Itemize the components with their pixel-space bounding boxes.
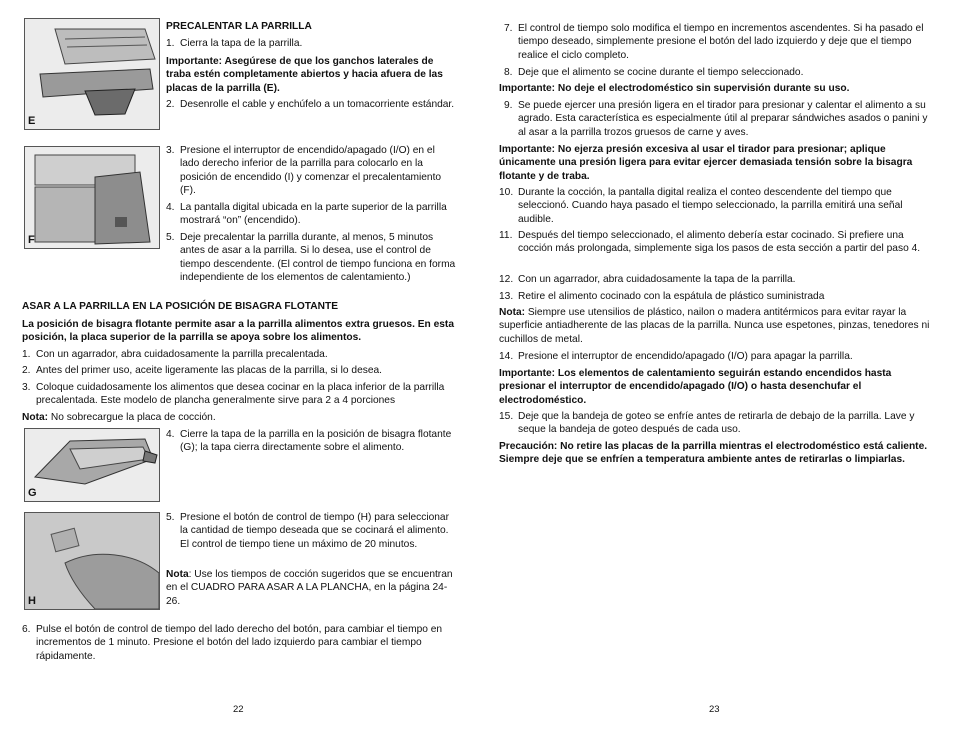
figure-label: G [28,487,37,499]
note-label: Nota [166,569,189,580]
item-text: Deje que el alimento se cocine durante el tiempo seleccionado. [518,67,804,78]
list-item [166,201,456,228]
page-number-left: 22 [233,704,244,715]
item-text: El control de tiempo solo modifica el tiempo en incrementos ascendentes. Si ha pasado el tiempo deseado, simplemente presione el botón del lado izquierdo y deje que el tiempo realice el ciclo completo. [518,23,924,61]
list-item [22,623,462,663]
item-text: La pantalla digital ubicada en la parte superior de la parrilla mostrará “on” (encendido). [180,202,447,227]
item-text: Antes del primer uso, aceite ligeramente las placas de la parrilla, si lo desea. [36,365,382,376]
item-number: 13. [499,291,514,302]
item-number: 8. [504,67,513,78]
item-text: Deje que la bandeja de goteo se enfríe antes de retirarla de debajo de la parrilla. Lave y seque la bandeja de goteo después de cada uso. [518,411,915,436]
grill-closed-illustration [25,429,159,501]
item-text: Con un agarrador, abra cuidadosamente la tapa de la parrilla. [518,274,796,285]
item-text: Desenrolle el cable y enchúfelo a un tomacorriente estándar. [180,99,455,110]
note-text: : Use los tiempos de cocción sugeridos que se encuentran en el CUADRO PARA ASAR A LA PLANCHA, en la página 24-26. [166,569,453,607]
item-number: 14. [499,351,514,362]
list-item [499,66,935,79]
list-item [22,381,462,408]
list-item [166,144,456,197]
item-text: Pulse el botón de control de tiempo del lado derecho del botón, para cambiar el tiempo en incrementos de 1 minuto. Presione el botón del lado izquierdo para cambiar el tiempo rápidamente. [36,624,443,662]
figure-label: H [28,595,36,607]
item-text: Se puede ejercer una presión ligera en el tirador para presionar y calentar el alimento a su agrado. Esta característica es especialmente útil al preparar sándwiches asados o panini y al asar a la parrilla trozos gruesos de carne y aves. [518,100,928,138]
item-text: Durante la cocción, la pantalla digital realiza el conteo descendente del tiempo que seleccionó. Cuando haya pasado el tiempo seleccionado, la parrilla emitirá una señal audible. [518,187,903,225]
item-number: 1. [22,349,31,360]
item-number: 6. [22,624,31,635]
item-number: 5. [166,512,175,523]
list-item [499,229,935,256]
list-item [166,98,456,111]
note-label: Nota: [499,307,526,318]
note-text: Siempre use utensilios de plástico, nailon o madera antitérmicos para evitar rayar la superficie antiadherente de las placas de la parrilla. Nunca use espetones, pinzas, tenedores ni cuchillos de metal. [499,307,930,345]
list-item [499,99,935,139]
figure-label: E [28,115,36,127]
section-title-floating-hinge: ASAR A LA PARRILLA EN LA POSICIÓN DE BISAGRA FLOTANTE [22,301,338,312]
note [22,411,462,424]
list-item [499,290,935,303]
grill-open-illustration [25,19,159,129]
list-item [166,511,456,551]
item-number: 12. [499,274,514,285]
important-note: Importante: No ejerza presión excesiva al usar el tirador para presionar; aplique únicamente una presión ligera para evitar ejercer demasiada tensión sobre la bisagra flotante y de traba. [499,144,913,182]
item-number: 2. [22,365,31,376]
list-item [499,410,935,437]
item-number: 2. [166,99,175,110]
list-item [499,22,935,62]
note-label: Nota: [22,412,49,423]
note-text: No sobrecargue la placa de cocción. [48,412,216,423]
list-item [499,186,935,226]
item-text: Presione el interruptor de encendido/apagado (I/O) para apagar la parrilla. [518,351,853,362]
page-number-right: 23 [709,704,720,715]
section-title-preheat: PRECALENTAR LA PARRILLA [166,21,312,32]
figure-f [24,146,160,249]
list-item [22,348,462,361]
item-text: Deje precalentar la parrilla durante, al menos, 5 minutos antes de asar a la parrilla. Si lo desea, use el control de tiempo descendente. (El control de tiempo funciona en forma independiente de los elementos de calentamiento.) [180,232,456,283]
item-text: Cierre la tapa de la parrilla en la posición de bisagra flotante (G); la tapa cierra directamente sobre el alimento. [180,429,452,454]
item-number: 15. [499,411,514,422]
item-text: Después del tiempo seleccionado, el alimento debería estar cocinado. Si prefiere una cocción más prolongada, simplemente siga los pasos de esta sección a partir del paso 4. [518,230,921,255]
important-note: Importante: Los elementos de calentamiento seguirán estando encendidos hasta presionar el interruptor de encendido/apagado (I/O) o hasta desenchufar el electrodoméstico. [499,368,892,406]
important-note: Importante: No deje el electrodoméstico sin supervisión durante su uso. [499,83,850,94]
figure-label: F [28,234,35,246]
list-item [166,231,456,284]
grill-switch-illustration [25,147,159,248]
item-number: 7. [504,23,513,34]
item-text: Presione el interruptor de encendido/apagado (I/O) en el lado derecho inferior de la parrilla para colocarlo en la posición de encendido (I) y comenzar el precalentamiento (F). [180,145,442,196]
item-text: Cierra la tapa de la parrilla. [180,38,303,49]
item-number: 3. [22,382,31,393]
item-text: Coloque cuidadosamente los alimentos que desea cocinar en la placa inferior de la parrilla precalentada. Este modelo de plancha generalmente sirve para 2 a 4 porciones [36,382,445,407]
item-number: 5. [166,232,175,243]
note [166,568,456,608]
item-number: 1. [166,38,175,49]
list-item [499,350,935,363]
item-number: 10. [499,187,514,198]
item-text: Con un agarrador, abra cuidadosamente la parrilla precalentada. [36,349,328,360]
item-text: Retire el alimento cocinado con la espátula de plástico suministrada [518,291,825,302]
list-item [166,37,456,50]
figure-h [24,512,160,610]
note [499,306,935,346]
section-intro: La posición de bisagra flotante permite asar a la parrilla alimentos extra gruesos. En esta posición, la placa superior de la parrilla se apoya sobre los alimentos. [22,319,454,344]
figure-e [24,18,160,130]
item-number: 11. [499,230,513,241]
item-number: 3. [166,145,175,156]
item-text: Presione el botón de control de tiempo (H) para seleccionar la cantidad de tiempo deseada que se cocinará el alimento. El control de tiempo tiene un máximo de 20 minutos. [180,512,449,550]
list-item [166,428,456,455]
item-number: 9. [504,100,513,111]
figure-g [24,428,160,502]
important-note: Importante: Asegúrese de que los ganchos laterales de traba estén completamente abiertos y hacia afuera de las placas de la parrilla (E). [166,56,443,94]
timer-button-illustration [25,513,159,609]
item-number: 4. [166,429,175,440]
list-item [499,273,935,286]
caution-note: Precaución: No retire las placas de la parrilla mientras el electrodoméstico está caliente. Siempre deje que se enfríen a temperatura ambiente antes de retirarlas o limpiarlas. [499,441,928,466]
list-item [22,364,462,377]
item-number: 4. [166,202,175,213]
